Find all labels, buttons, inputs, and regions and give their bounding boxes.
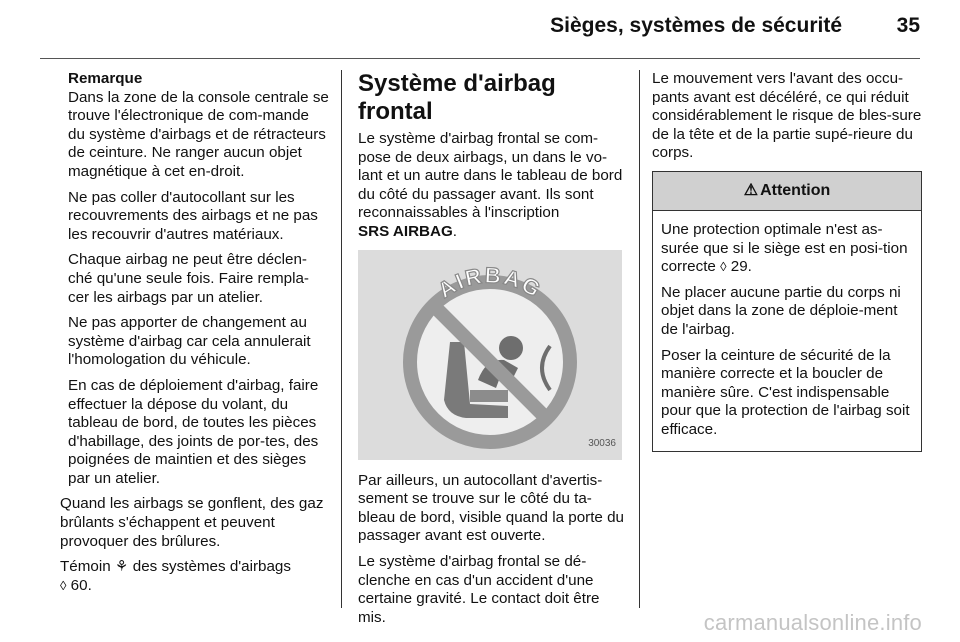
column-2 xyxy=(358,70,626,634)
airbag-warning-illustration xyxy=(358,250,622,460)
page-header-title: Sièges, systèmes de sécurité xyxy=(550,14,842,37)
airbag-sign-text: AIRBAG xyxy=(433,262,547,303)
no-child-seat-airbag-icon xyxy=(358,250,622,460)
header-divider xyxy=(40,58,920,59)
intro-end: . xyxy=(452,222,458,240)
note-paragraph: En cas de déploiement d'airbag, faire effectuer la dépose du volant, du tableau de bord, de toutes les pièces d'habillage, des joints de por-tes, des poignées de maintien et des sièges par un atelier. xyxy=(68,376,319,487)
page-number: 35 xyxy=(896,14,920,37)
sticker-paragraph: Par ailleurs, un autocollant d'avertis-sement se trouve sur le côté du ta-bleau de bord, visible quand la porte du passager avant est ouverte. xyxy=(358,471,624,545)
airbag-warning-light-icon: ⚘ xyxy=(114,558,129,576)
note-block xyxy=(60,70,330,488)
page-reference-arrow-icon[interactable]: ◊ xyxy=(60,577,67,593)
attention-box xyxy=(652,171,922,452)
intro-paragraph xyxy=(358,130,626,242)
attention-p1-text: Une protection optimale n'est as-surée que si le siège est en posi-tion correcte xyxy=(661,220,908,276)
column-3 xyxy=(652,70,922,452)
note-paragraph: Chaque airbag ne peut être déclen-ché qu'une seule fois. Faire rempla-cer les airbags par un atelier. xyxy=(68,251,309,306)
attention-paragraph: Poser la ceinture de sécurité de la manière correcte et la boucler de manière sûre. C'est indispensable pour que la protection de l'airbag soit efficace. xyxy=(661,346,910,438)
section-title: Système d'airbag frontal xyxy=(358,70,556,125)
watermark: carmanualsonline.info xyxy=(703,610,922,635)
column-divider-2 xyxy=(639,70,640,608)
attention-paragraph xyxy=(661,221,913,277)
temoin-paragraph xyxy=(60,558,330,595)
page-reference[interactable]: 29. xyxy=(730,258,752,276)
attention-body xyxy=(653,211,921,451)
note-paragraph: Dans la zone de la console centrale se trouve l'électronique de com-mande du système d'airbags et de rétracteurs de ceinture. Ne ranger aucun objet magnétique à cet en-droit. xyxy=(68,88,329,180)
column-divider-1 xyxy=(341,70,342,608)
note-paragraph: Ne pas apporter de changement au système d'airbag car cela annulerait l'homologation du véhicule. xyxy=(68,314,311,369)
motion-paragraph: Le mouvement vers l'avant des occu-pants avant est décéléré, ce qui réduit considérablement le risque de bles-sure de la tête et de la partie supé-rieure du corps. xyxy=(652,70,922,162)
column-1 xyxy=(60,70,330,602)
page-reference[interactable]: 60. xyxy=(70,576,92,594)
image-code: 30036 xyxy=(588,437,616,449)
page-reference-arrow-icon[interactable]: ◊ xyxy=(720,259,727,275)
intro-text: Le système d'airbag frontal se com-pose de deux airbags, un dans le vo-lant et un autre dans le tableau de bord du côté du passager avant. Ils sont reconnaissables à l'inscription xyxy=(358,130,623,222)
trigger-paragraph: Le système d'airbag frontal se dé-clenche en cas d'un accident d'une certaine gravité. Le contact doit être mis. xyxy=(358,552,600,626)
attention-header xyxy=(653,172,921,211)
attention-paragraph: Ne placer aucune partie du corps ni objet dans la zone de déploie-ment de l'airbag. xyxy=(661,283,901,338)
note-paragraph: Ne pas coller d'autocollant sur les recouvrements des airbags et ne pas les recouvrir d'autres matériaux. xyxy=(68,188,318,243)
burns-paragraph: Quand les airbags se gonflent, des gaz brûlants s'échappent et peuvent provoquer des brûlures. xyxy=(60,495,324,550)
warning-triangle-icon: ⚠ xyxy=(743,181,759,199)
temoin-suffix: des systèmes d'airbags xyxy=(132,558,291,576)
srs-airbag-label: SRS AIRBAG xyxy=(358,222,453,240)
temoin-prefix: Témoin xyxy=(60,558,111,576)
attention-title: Attention xyxy=(760,181,831,199)
note-title: Remarque xyxy=(68,70,143,87)
